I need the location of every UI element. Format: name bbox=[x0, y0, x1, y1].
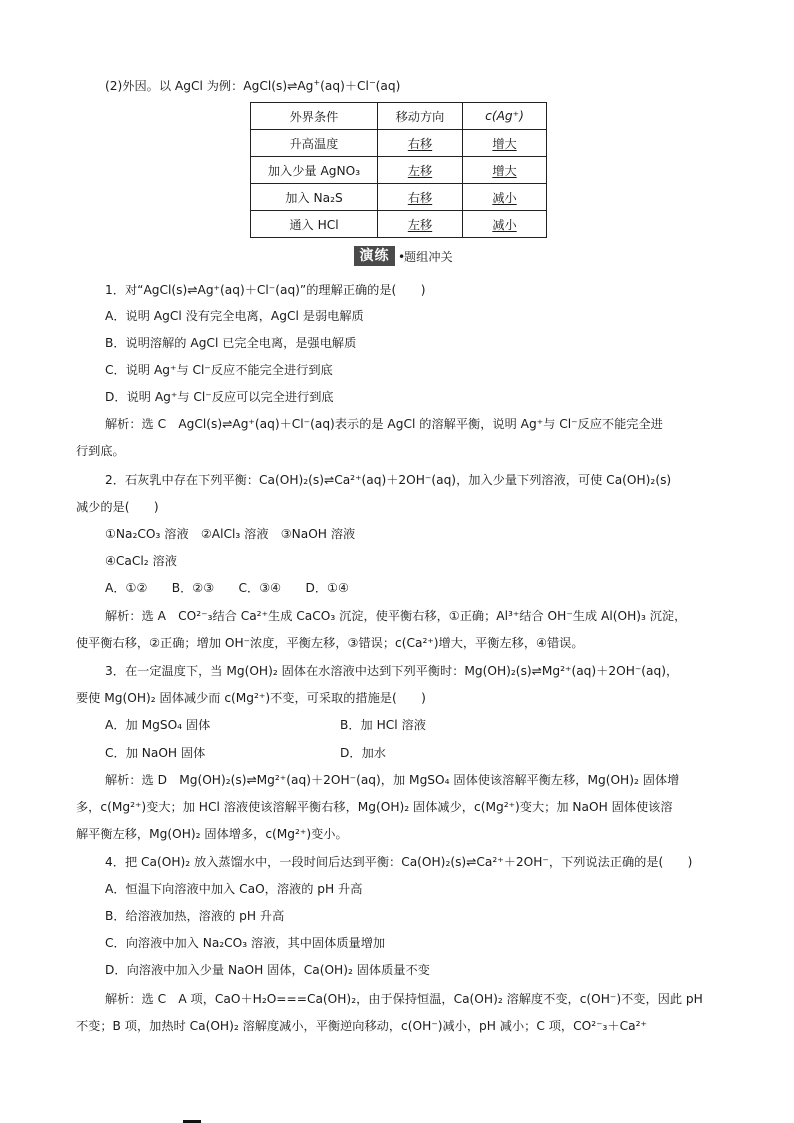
direction-value: 右移 bbox=[407, 136, 433, 151]
intro-line bbox=[105, 78, 400, 94]
q4-option-d: D．向溶液中加入少量 NaOH 固体，Ca(OH)₂ 固体质量不变 bbox=[105, 963, 430, 977]
q3-option-b: B．加 HCl 溶液 bbox=[340, 718, 426, 732]
table-header: 移动方向 bbox=[378, 103, 463, 130]
table-cell bbox=[378, 130, 463, 157]
concentration-value: 增大 bbox=[492, 136, 517, 151]
table-cell: 加入 Na₂S bbox=[251, 184, 378, 211]
table-cell: 通入 HCl bbox=[251, 211, 378, 238]
q4-analysis: 解析：选 C A 项，CaO＋H₂O===Ca(OH)₂，由于保持恒温，Ca(OH)₂ 溶解度不变，c(OH⁻)不变，因此 pH bbox=[105, 992, 703, 1006]
q2-options: A．①② B．②③ C．③④ D．①④ bbox=[105, 581, 349, 595]
table-cell bbox=[463, 184, 547, 211]
table-row bbox=[251, 211, 547, 238]
conditions-table bbox=[250, 102, 547, 238]
table-header-row bbox=[251, 103, 547, 130]
table-cell bbox=[378, 157, 463, 184]
q4-option-c: C．向溶液中加入 Na₂CO₃ 溶液，其中固体质量增加 bbox=[105, 936, 386, 950]
q2-choices-1: ①Na₂CO₃ 溶液 ②AlCl₃ 溶液 ③NaOH 溶液 bbox=[105, 527, 356, 541]
table-header: 外界条件 bbox=[251, 103, 378, 130]
q1-stem: 1．对“AgCl(s)⇌Ag⁺(aq)＋Cl⁻(aq)”的理解正确的是( ) bbox=[105, 283, 426, 297]
q1-analysis: 解析：选 C AgCl(s)⇌Ag⁺(aq)＋Cl⁻(aq)表示的是 AgCl 的溶解平衡，说明 Ag⁺与 Cl⁻反应不能完全进 bbox=[105, 417, 663, 431]
practice-badge: 演练 bbox=[354, 246, 395, 266]
table-cell: 加入少量 AgNO₃ bbox=[251, 157, 378, 184]
q3-option-a: A．加 MgSO₄ 固体 bbox=[105, 718, 211, 732]
table-cell bbox=[463, 130, 547, 157]
intro-end: (aq) bbox=[375, 79, 401, 93]
table-cell bbox=[378, 211, 463, 238]
table-header: c(Ag⁺) bbox=[463, 103, 547, 130]
q2-analysis-cont: 使平衡右移，②正确；增加 OH⁻浓度，平衡左移，③错误；c(Ca²⁺)增大，平衡左移，④错误。 bbox=[76, 636, 584, 650]
q3-option-d: D．加水 bbox=[340, 746, 386, 760]
q3-analysis: 解析：选 D Mg(OH)₂(s)⇌Mg²⁺(aq)＋2OH⁻(aq)，加 MgSO₄ 固体使该溶解平衡左移，Mg(OH)₂ 固体增 bbox=[105, 773, 680, 787]
q1-option-c: C．说明 Ag⁺与 Cl⁻反应不能完全进行到底 bbox=[105, 363, 333, 377]
q1-option-a: A．说明 AgCl 没有完全电离，AgCl 是弱电解质 bbox=[105, 309, 364, 323]
intro-mid: (aq)＋Cl bbox=[320, 79, 369, 93]
equilibrium-arrow-icon: ⇌ bbox=[287, 79, 298, 93]
q2-stem: 2．石灰乳中存在下列平衡：Ca(OH)₂(s)⇌Ca²⁺(aq)＋2OH⁻(aq)，加入少量下列溶液，可使 Ca(OH)₂(s) bbox=[105, 473, 672, 487]
table-row bbox=[251, 130, 547, 157]
direction-value: 右移 bbox=[407, 190, 433, 205]
q2-choices-2: ④CaCl₂ 溶液 bbox=[105, 554, 177, 568]
practice-label: 题组冲关 bbox=[404, 250, 453, 264]
table-row bbox=[251, 184, 547, 211]
table-cell bbox=[463, 211, 547, 238]
q3-stem-cont: 要使 Mg(OH)₂ 固体减少而 c(Mg²⁺)不变，可采取的措施是( ) bbox=[76, 691, 426, 705]
q1-analysis-cont: 行到底。 bbox=[76, 444, 125, 458]
q4-option-b: B．给溶液加热，溶液的 pH 升高 bbox=[105, 909, 285, 923]
intro-prefix: (2)外因。以 AgCl 为例：AgCl(s) bbox=[105, 79, 288, 93]
q3-analysis-cont1: 多，c(Mg²⁺)变大；加 HCl 溶液使该溶解平衡右移，Mg(OH)₂ 固体减少，c(Mg²⁺)变大；加 NaOH 固体使该溶 bbox=[76, 800, 673, 814]
q4-analysis-cont: 不变；B 项，加热时 Ca(OH)₂ 溶解度减小，平衡逆向移动，c(OH⁻)减小，pH 减小；C 项，CO²⁻₃＋Ca²⁺ bbox=[76, 1019, 647, 1033]
q1-option-d: D．说明 Ag⁺与 Cl⁻反应可以完全进行到底 bbox=[105, 390, 334, 404]
table-cell: 升高温度 bbox=[251, 130, 378, 157]
intro-ag-charge: + bbox=[313, 78, 321, 87]
q3-stem: 3．在一定温度下，当 Mg(OH)₂ 固体在水溶液中达到下列平衡时：Mg(OH)₂(s)⇌Mg²⁺(aq)＋2OH⁻(aq)， bbox=[105, 664, 679, 678]
q4-option-a: A．恒温下向溶液中加入 CaO，溶液的 pH 升高 bbox=[105, 882, 363, 896]
q3-analysis-cont2: 解平衡左移，Mg(OH)₂ 固体增多，c(Mg²⁺)变小。 bbox=[76, 827, 348, 841]
q2-analysis: 解析：选 A CO²⁻₃结合 Ca²⁺生成 CaCO₃ 沉淀，使平衡右移，①正确；Al³⁺结合 OH⁻生成 Al(OH)₃ 沉淀， bbox=[105, 609, 687, 623]
intro-ag: Ag bbox=[297, 79, 314, 93]
concentration-value: 减小 bbox=[492, 217, 517, 232]
bullet-dot-icon: • bbox=[398, 250, 406, 264]
table-cell bbox=[463, 157, 547, 184]
intro-cl-charge: − bbox=[368, 78, 376, 87]
q2-stem-cont: 减少的是( ) bbox=[76, 500, 159, 514]
q4-stem: 4．把 Ca(OH)₂ 放入蒸馏水中，一段时间后达到平衡：Ca(OH)₂(s)⇌Ca²⁺＋2OH⁻，下列说法正确的是( ) bbox=[105, 855, 693, 869]
q3-option-c: C．加 NaOH 固体 bbox=[105, 746, 206, 760]
direction-value: 左移 bbox=[407, 163, 433, 178]
q1-option-b: B．说明溶解的 AgCl 已完全电离，是强电解质 bbox=[105, 336, 357, 350]
table-cell bbox=[378, 184, 463, 211]
concentration-value: 增大 bbox=[492, 163, 517, 178]
table-row bbox=[251, 157, 547, 184]
concentration-value: 减小 bbox=[492, 190, 517, 205]
direction-value: 左移 bbox=[407, 217, 433, 232]
